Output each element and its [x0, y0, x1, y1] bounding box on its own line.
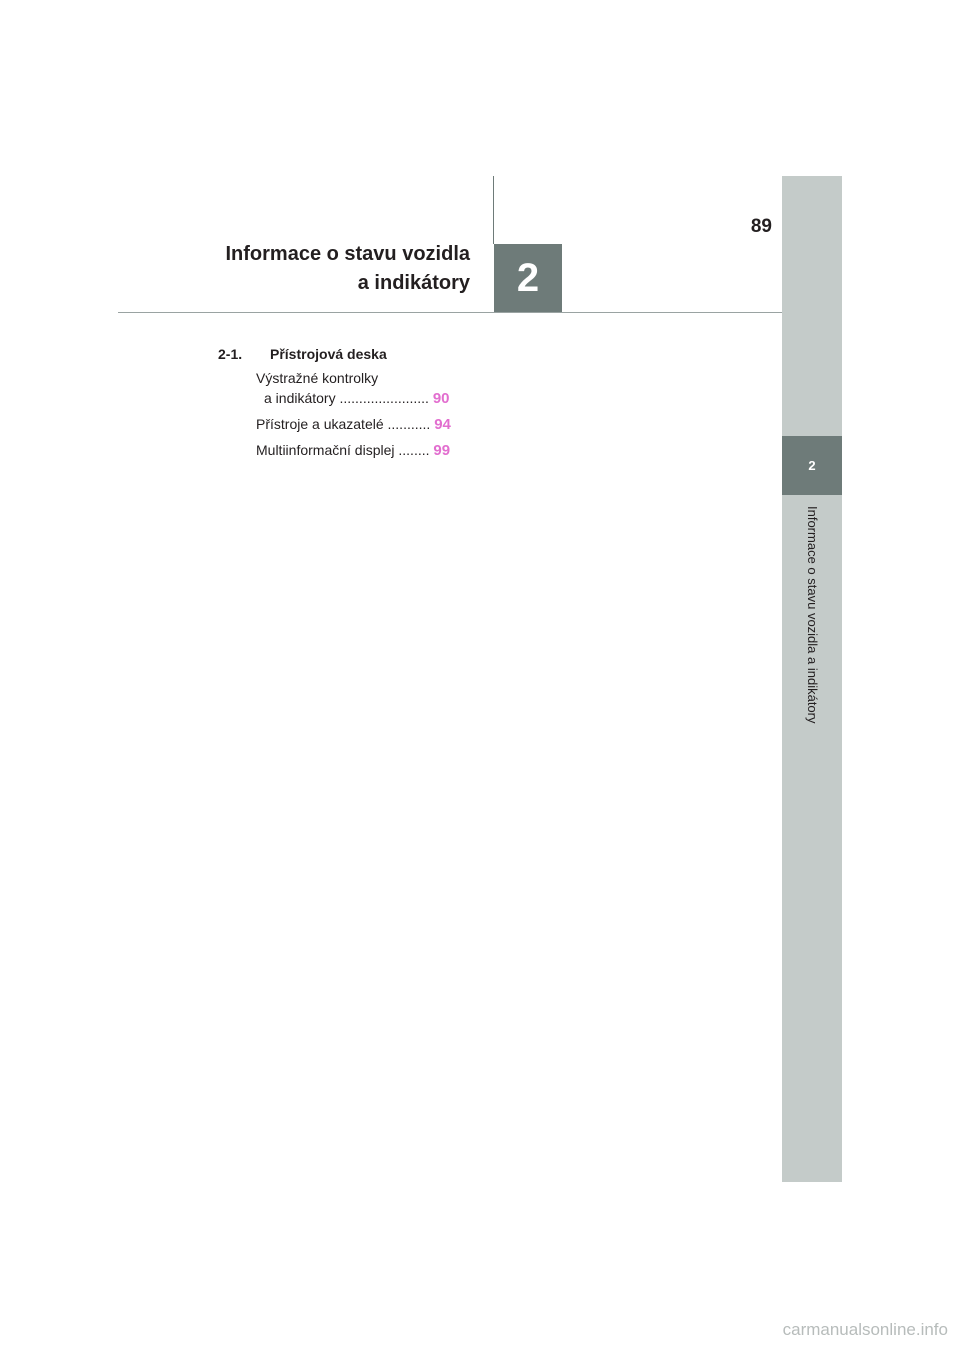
chapter-number-box	[494, 244, 562, 313]
toc-page-link[interactable]: 94	[434, 416, 451, 433]
page-number: 89	[750, 216, 772, 237]
toc-page-link[interactable]: 99	[433, 442, 451, 459]
toc-entry-text-cont: a indikátory .......................	[264, 390, 429, 406]
toc-entry-text: Multiinformační displej ........	[256, 442, 430, 458]
side-chapter-tab[interactable]	[782, 436, 842, 495]
toc-section-heading	[218, 346, 468, 362]
toc-entry-multi-display[interactable]	[256, 440, 468, 461]
chapter-number: 2	[516, 256, 540, 300]
watermark: carmanualsonline.info	[782, 1320, 948, 1339]
side-chapter-label: Informace o stavu vozidla a indikátory	[805, 506, 820, 724]
chapter-title	[225, 240, 470, 298]
toc-entry-warning-lights[interactable]	[256, 368, 468, 409]
chapter-title-line2: a indikátory	[357, 272, 470, 294]
toc-entry-text: Přístroje a ukazatelé ...........	[256, 416, 431, 432]
toc-page-link[interactable]: 90	[432, 390, 450, 407]
toc-section-number: 2-1.	[218, 346, 243, 362]
header-divider-vertical	[493, 176, 494, 244]
toc-entry-text: Výstražné kontrolky	[256, 370, 379, 386]
table-of-contents	[218, 346, 468, 466]
toc-section-title: Přístrojová deska	[270, 346, 387, 362]
header-divider-horizontal	[118, 312, 782, 313]
side-tab-number: 2	[808, 458, 816, 473]
toc-entry-gauges[interactable]	[256, 414, 468, 435]
chapter-title-line1: Informace o stavu vozidla	[225, 243, 470, 265]
